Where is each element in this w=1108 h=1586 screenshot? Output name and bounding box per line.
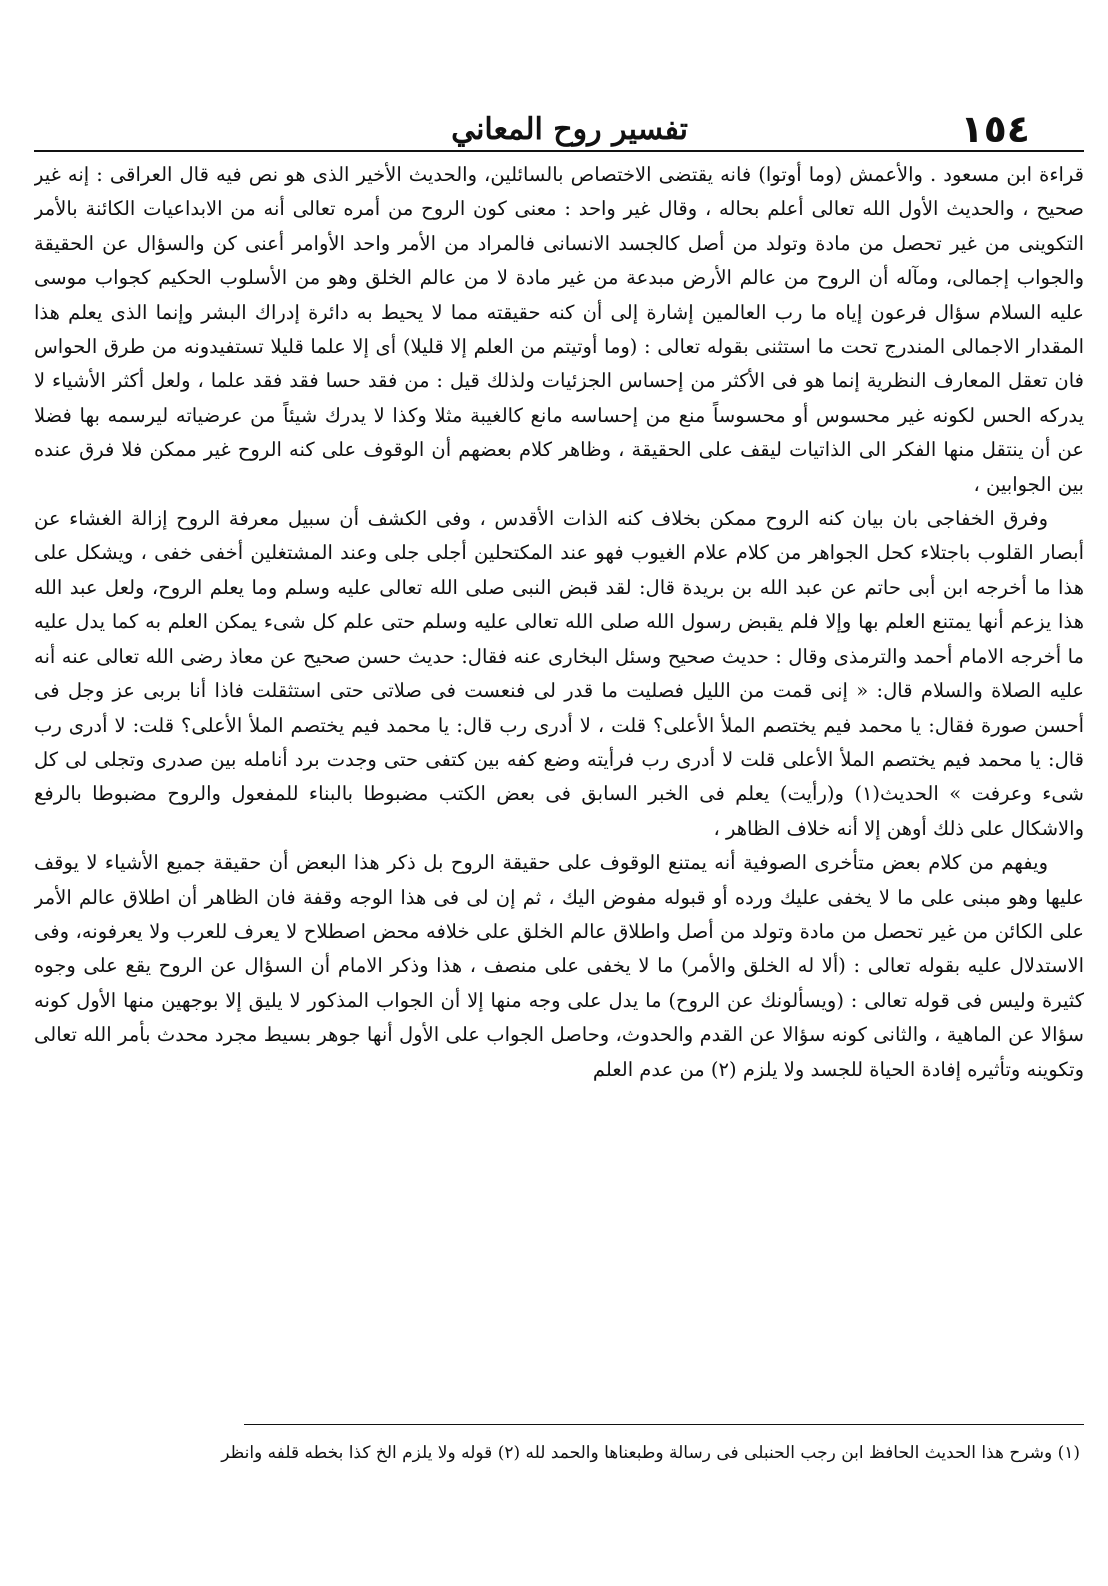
paragraph: وفرق الخفاجى بان بيان كنه الروح ممكن بخلاف كنه الذات الأقدس ، وفى الكشف أن سبيل معرفة الروح إزالة الغشاء عن أبصار القلوب باجتلاء كحل الجواهر من كلام علام الغيوب فهو عند المكتحلين أجلى جلى وعند المشتغلين أخفى خفى ، ويشكل على هذا ما أخرجه ابن أبى حاتم عن عبد الله بن بريدة قال: لقد قبض النبى صلى الله تعالى عليه وسلم وما يعلم الروح، ولعل عبد الله هذا يزعم أنها يمتنع العلم بها وإلا فلم يقبض رسول الله صلى الله تعالى عليه وسلم حتى علم كل شىء يمكن العلم به كما يدل عليه ما أخرجه الامام أحمد والترمذى وقال : حديث صحيح وسئل البخارى عنه فقال: حديث حسن صحيح عن معاذ رضى الله تعالى عنه أنه عليه الصلاة والسلام قال: « إنى قمت من الليل فصليت ما قدر لى فنعست فى صلاتى حتى استثقلت فاذا أنا بربى عز وجل فى أحسن صورة فقال: يا محمد فيم يختصم الملأ الأعلى؟ قلت ، لا أدرى رب قال: يا محمد فيم يختصم الملأ الأعلى؟ قلت: لا أدرى رب قال: يا محمد فيم يختصم الملأ الأعلى قلت لا أدرى رب فرأيته وضع كفه بين كتفى حتى وجدت برد أنامله بين صدرى وتجلى لى كل شىء وعرفت » الحديث(١) و(رأيت) يعلم فى الخبر السابق فى بعض الكتب مضبوطا بالبناء للمفعول والروح مضبوطا بالرفع والاشكال على ذلك أوهن إلا أنه خلاف الظاهر ، — [34, 507, 1084, 840]
paragraph: قراءة ابن مسعود . والأعمش (وما أوتوا) فانه يقتضى الاختصاص بالسائلين، والحديث الأخير الذى هو نص فيه قال العراقى : إنه غير صحيح ، والحديث الأول الله تعالى أعلم بحاله ، وقال غير واحد : معنى كون الروح من أمره تعالى أنه من الابداعيات الكائنة بالأمر التكوينى من غير تحصل من مادة وتولد من أصل كالجسد الانسانى فالمراد من الأمر واحد الأوامر أعنى كن والسؤال عن الحقيقة والجواب إجمالى، ومآله أن الروح من عالم الأرض مبدعة من غير مادة لا من عالم الخلق وهو من الأسلوب الحكيم كجواب موسى عليه السلام سؤال فرعون إياه ما رب العالمين إشارة إلى أن كنه حقيقته مما لا يحيط به دائرة إدراك البشر وإنما الذى يعلم هذا المقدار الاجمالى المندرج تحت ما استثنى بقوله تعالى : (وما أوتيتم من العلم إلا قليلا) أى إلا علما قليلا تستفيدونه من طرق الحواس فان تعقل المعارف النظرية إنما هو فى الأكثر من إحساس الجزئيات ولذلك قيل : من فقد حسا فقد فقد علما ، ولعل أكثر الأشياء لا يدركه الحس لكونه غير محسوس أو محسوساً منع من إحساسه مانع كالغيبة مثلا وكذا لا يدرك شيئاً من عرضياته ليرسمه بها فضلا عن أن ينتقل منها الفكر الى الذاتيات ليقف على الحقيقة ، وظاهر كلام بعضهم أن الوقوف على كنه الروح غير ممكن فلا فرق عنده بين الجوابين ، — [34, 163, 1084, 496]
footnote-divider — [244, 1424, 1084, 1425]
main-text — [34, 158, 1084, 1418]
page-header — [0, 104, 1108, 154]
running-title: تفسير روح المعاني — [451, 112, 688, 147]
page-number: ١٥٤ — [960, 107, 1030, 151]
paragraph: ويفهم من كلام بعض متأخرى الصوفية أنه يمتنع الوقوف على حقيقة الروح بل ذكر هذا البعض أن حقيقة جميع الأشياء لا يوقف عليها وهو مبنى على ما لا يخفى عليك ورده أو قبوله مفوض اليك ، ثم إن لى فى هذا الوجه وقفة فان الظاهر أن اطلاق عالم الأمر على الكائن من غير تحصل من مادة وتولد من أصل واطلاق عالم الخلق على خلافه محض اصطلاح لا يعرف للعرب ولا يعرفونه، وفى الاستدلال عليه بقوله تعالى : (ألا له الخلق والأمر) ما لا يخفى على منصف ، هذا وذكر الامام أن السؤال عن الروح يقع على وجوه كثيرة وليس فى قوله تعالى : (ويسألونك عن الروح) ما يدل على وجه منها إلا أن الجواب المذكور لا يليق إلا بوجهين منها الأول كونه سؤالا عن الماهية ، والثانى كونه سؤالا عن القدم والحدوث، وحاصل الجواب على الأول أنها جوهر بسيط مجرد محدث بأمر الله تعالى وتكوينه وتأثيره إفادة الحياة للجسد ولا يلزم (٢) من عدم العلم — [34, 851, 1084, 1081]
header-divider — [34, 150, 1084, 152]
footnotes: (١) وشرح هذا الحديث الحافظ ابن رجب الحنبلى فى رسالة وطبعناها والحمد لله (٢) قوله ولا يلزم الخ كذا بخطه قلفه وانظر — [221, 1443, 1080, 1463]
